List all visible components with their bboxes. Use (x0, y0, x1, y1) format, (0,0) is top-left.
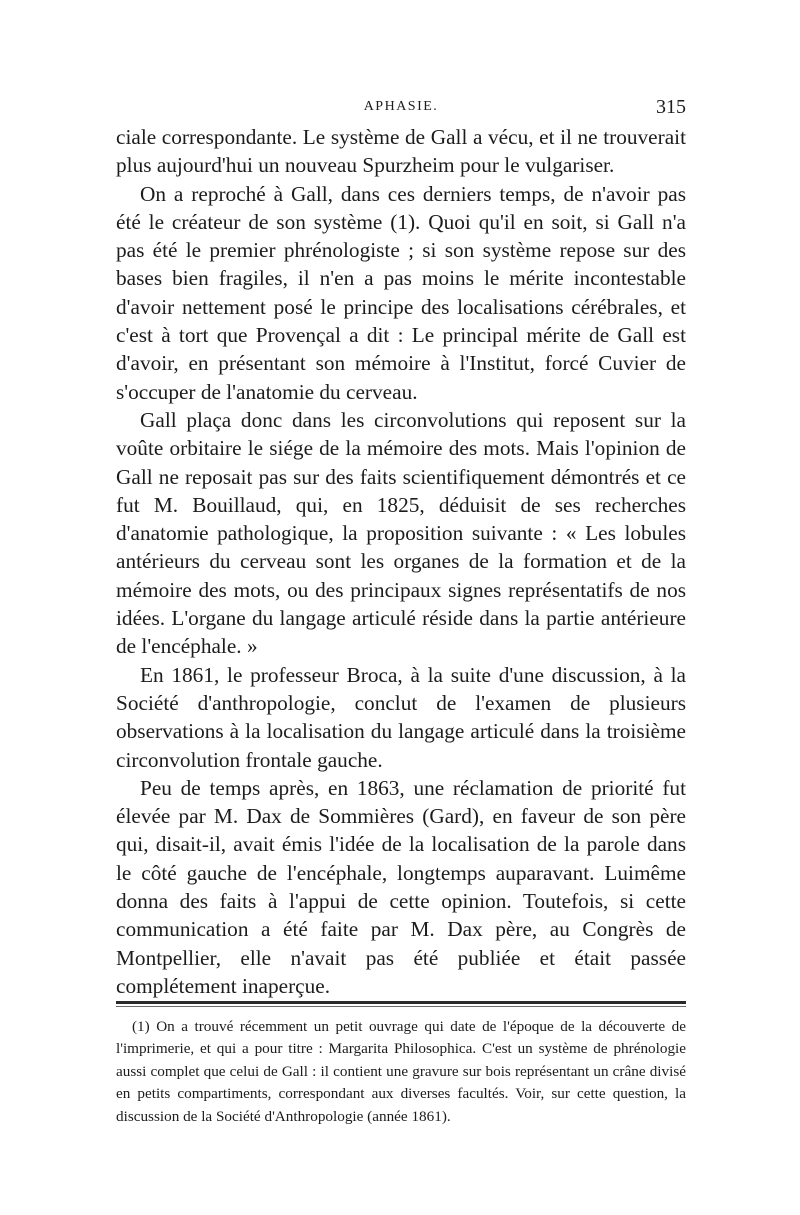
paragraph-gall-localization: Gall plaça donc dans les circonvolutions qui reposent sur la voûte orbitaire le siége de la mémoire des mots. Mais l'opinion de Gall ne reposait pas sur des faits scientifiquement démontrés et ce fut M. Bouillaud, qui, en 1825, déduisit de ses recherches d'anatomie pathologique, la proposition suivante : « Les lobules antérieurs du cerveau sont les organes de la formation et de la mémoire des mots, ou des principaux signes représentatifs de nos idées. L'organe du langage articulé réside dans la partie antérieure de l'encéphale. » (116, 407, 686, 659)
paragraph-gall-reproach: On a reproché à Gall, dans ces derniers temps, de n'avoir pas été le créateur de son système (1). Quoi qu'il en soit, si Gall n'a pas été le premier phrénologiste ; si son système repose sur des bases bien fragiles, il n'en a pas moins le mérite incontestable d'avoir nettement posé le principe des localisations cérébrales, et c'est à tort que Provençal a dit : Le principal mérite de Gall est d'avoir, en présentant son mémoire à l'Institut, forcé Cuvier de s'occuper de l'anatomie du cerveau. (116, 181, 686, 404)
body-text (116, 123, 686, 1000)
paragraph-dax: Peu de temps après, en 1863, une réclamation de priorité fut élevée par M. Dax de Sommières (Gard), en faveur de son père qui, disait-il, avait émis l'idée de la localisation de la parole dans le côté gauche de l'encéphale, longtemps auparavant. Luimême donna des faits à l'appui de cette opinion. Toutefois, si cette communication a été faite par M. Dax père, au Congrès de Montpellier, elle n'avait pas été publiée et était passée complétement inaperçue. (116, 775, 686, 998)
page-number: 315 (656, 96, 686, 118)
footnote (116, 1016, 686, 1128)
footnote-rule (116, 1001, 686, 1004)
paragraph-continued: ciale correspondante. Le système de Gall a vécu, et il ne trouverait plus aujourd'hui un nouveau Spurzheim pour le vulgariser. (116, 125, 686, 178)
running-head-title: APHASIE. (363, 99, 439, 114)
footnote-text: (1) On a trouvé récemment un petit ouvrage qui date de l'époque de la découverte de l'imprimerie, et qui a pour titre : Margarita Philosophica. C'est un système de phrénologie aussi complet que celui de Gall : il contient une gravure sur bois représentant un crâne divisé en petits compartiments, correspondant aux diverses facultés. Voir, sur cette question, la discussion de la Société d'Anthropologie (année 1861). (116, 1018, 686, 1125)
paragraph-broca: En 1861, le professeur Broca, à la suite d'une discussion, à la Société d'anthropologie, conclut de l'examen de plusieurs observations à la localisation du langage articulé dans la troisième circonvolution frontale gauche. (116, 662, 686, 772)
running-head (116, 96, 686, 118)
footnote-rule-thin (116, 1006, 686, 1007)
